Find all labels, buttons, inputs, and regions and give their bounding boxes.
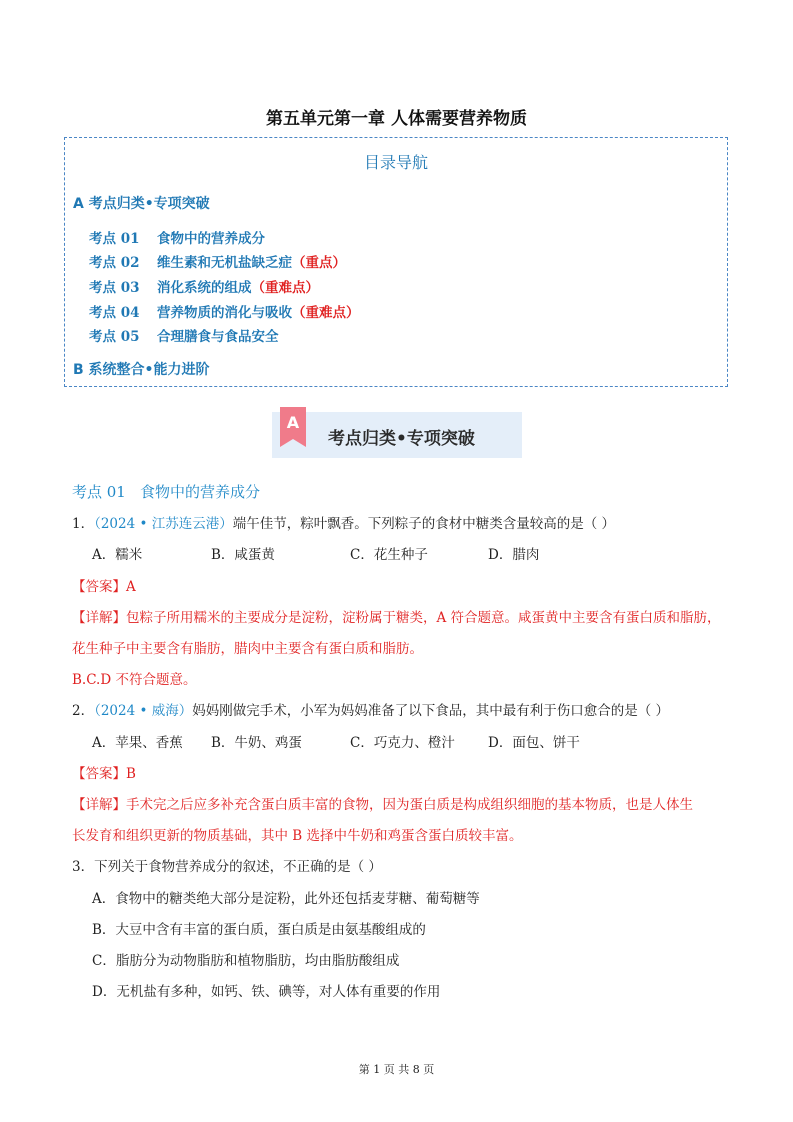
toc-section-a[interactable]: A 考点归类•专项突破	[73, 196, 210, 212]
banner-tab-icon	[280, 407, 306, 447]
question-3-stem	[72, 855, 382, 875]
banner-letter: A	[286, 413, 300, 432]
question-2-option-c: C．巧克力、橙汁	[350, 735, 455, 751]
question-1-option-c: C．花生种子	[350, 547, 428, 563]
toc-item-text: 食物中的营养成分	[157, 231, 265, 247]
section-heading	[72, 481, 260, 502]
toc-item-04[interactable]	[89, 301, 360, 321]
question-3-option-a: A．食物中的糖类绝大部分是淀粉，此外还包括麦芽糖、葡萄糖等	[92, 891, 480, 907]
question-3-option-d: D．无机盐有多种，如钙、铁、碘等，对人体有重要的作用	[92, 984, 441, 1000]
toc-item-code: 考点 04	[89, 305, 140, 321]
toc-heading: 目录导航	[363, 153, 428, 172]
section-banner	[272, 412, 522, 458]
question-3-option-c: C．脂肪分为动物脂肪和植物脂肪，均由脂肪酸组成	[92, 953, 400, 969]
toc-item-tag: （重点）	[292, 255, 346, 271]
toc-item-05[interactable]	[89, 325, 279, 345]
page-footer: 第 1 页 共 8 页	[358, 1063, 435, 1076]
section-text: 食物中的营养成分	[140, 483, 261, 501]
question-text: 妈妈刚做完手术，小军为妈妈准备了以下食品，其中最有利于伤口愈合的是（ ）	[192, 703, 670, 719]
question-2-detail-line: 【详解】手术完之后应多补充含蛋白质丰富的食物，因为蛋白质是构成组织细胞的基本物质，也是人体生	[72, 797, 693, 813]
question-number: 3．	[72, 859, 95, 875]
question-2-option-b: B．牛奶、鸡蛋	[211, 735, 302, 751]
toc-section-b[interactable]: B 系统整合•能力进阶	[73, 362, 210, 378]
section-code: 考点 01	[72, 483, 126, 501]
toc-item-code: 考点 05	[89, 329, 140, 345]
question-1-option-b: B．咸蛋黄	[211, 547, 275, 563]
question-1-option-d: D．腊肉	[488, 547, 540, 563]
toc-item-code: 考点 03	[89, 280, 140, 296]
question-2-stem	[72, 699, 669, 719]
question-1-detail-line: B.C.D 不符合题意。	[72, 672, 197, 688]
toc-item-01[interactable]	[89, 227, 265, 247]
question-source: （2024 • 威海）	[94, 703, 193, 719]
question-2-option-d: D．面包、饼干	[488, 735, 580, 751]
toc-item-code: 考点 01	[89, 231, 140, 247]
toc-item-code: 考点 02	[89, 255, 140, 271]
toc-item-text: 消化系统的组成	[157, 280, 252, 296]
toc-item-02[interactable]	[89, 251, 346, 271]
toc-item-03[interactable]	[89, 276, 319, 296]
question-1-answer: 【答案】A	[72, 579, 136, 595]
page-title: 第五单元第一章 人体需要营养物质	[266, 109, 527, 129]
question-1-detail-line: 【详解】包粽子所用糯米的主要成分是淀粉，淀粉属于糖类，A 符合题意。咸蛋黄中主要含有蛋白质和脂肪，	[72, 610, 721, 626]
question-text: 下列关于食物营养成分的叙述，不正确的是（ ）	[94, 859, 382, 875]
banner-text: 考点归类•专项突破	[328, 429, 475, 449]
question-2-answer: 【答案】B	[72, 766, 136, 782]
question-3-option-b: B．大豆中含有丰富的蛋白质，蛋白质是由氨基酸组成的	[92, 922, 426, 938]
toc-item-text: 维生素和无机盐缺乏症	[157, 255, 292, 271]
question-text: 端午佳节，粽叶飘香。下列粽子的食材中糖类含量较高的是（ ）	[232, 516, 616, 532]
question-number: 1．	[72, 516, 95, 532]
toc-box	[64, 137, 728, 387]
question-2-detail-line: 长发育和组织更新的物质基础，其中 B 选择中牛奶和鸡蛋含蛋白质较丰富。	[72, 828, 523, 844]
question-number: 2．	[72, 703, 95, 719]
question-2-option-a: A．苹果、香蕉	[92, 735, 183, 751]
toc-item-text: 营养物质的消化与吸收	[157, 305, 292, 321]
toc-item-tag: （重难点）	[292, 305, 360, 321]
question-1-option-a: A．糯米	[92, 547, 143, 563]
toc-item-tag: （重难点）	[251, 280, 319, 296]
question-1-stem	[72, 512, 615, 532]
question-1-detail-line: 花生种子中主要含有脂肪，腊肉中主要含有蛋白质和脂肪。	[72, 641, 423, 657]
question-source: （2024 • 江苏连云港）	[94, 516, 233, 532]
toc-item-text: 合理膳食与食品安全	[157, 329, 279, 345]
